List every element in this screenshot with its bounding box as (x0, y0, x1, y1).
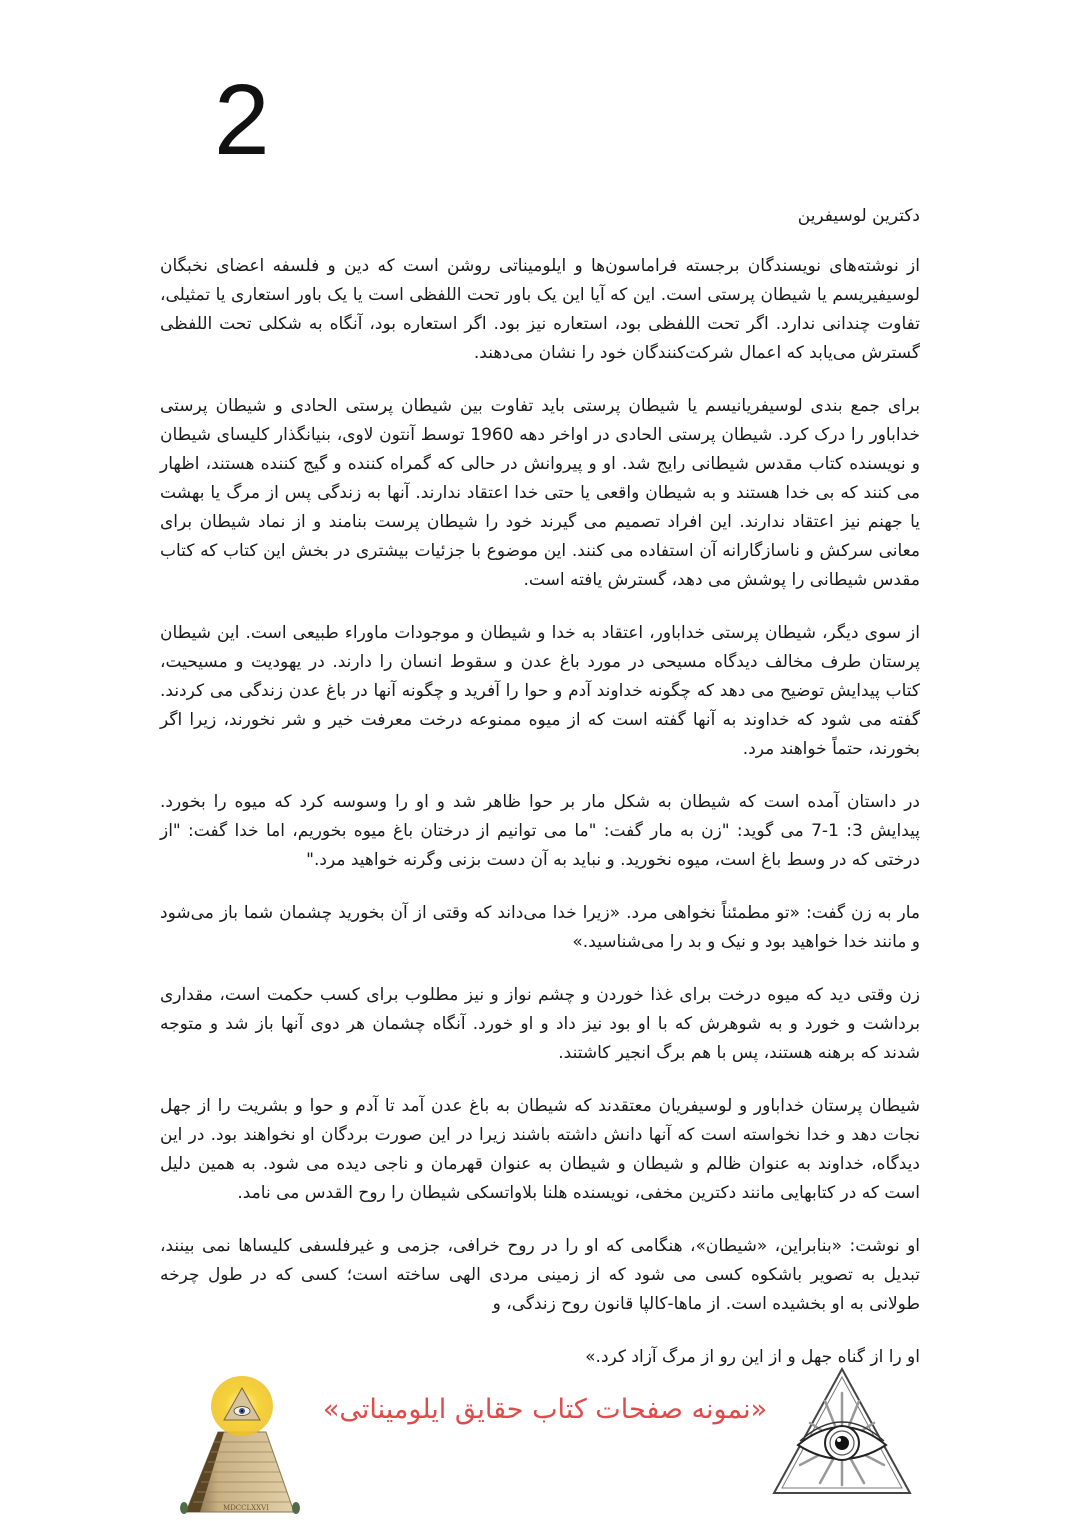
footer (0, 1360, 1080, 1521)
paragraph: در داستان آمده است که شیطان به شکل مار بر حوا ظاهر شد و او را وسوسه کرد که میوه را بخورد. پیدایش 3: 1-7 می گوید: "زن به مار گفت: "ما می توانیم از درختان باغ میوه بخوریم، اما خدا گفت: "از درختی که در وسط باغ است، میوه نخورید. و نباید به آن دست بزنی وگرنه خواهید مرد." (160, 792, 920, 870)
paragraph: او را از گناه جهل و از این رو از مرگ آزاد کرد.» (585, 1347, 920, 1367)
paragraph: از سوی دیگر، شیطان پرستی خداباور، اعتقاد به خدا و شیطان و موجودات ماوراء طبیعی است. این شیطان پرستان طرف مخالف دیدگاه مسیحی در مورد باغ عدن و سقوط انسان را دارند. در یهودیت و مسیحیت، کتاب پیدایش توضیح می دهد که چگونه خداوند آدم و حوا را آفرید و چگونه آنها در باغ عدن زندگی می کردند. گفته می شود که خداوند به آنها گفته است که از میوه ممنوعه درخت معرفت خیر و شر نخورند، زیرا اگر بخورند، حتماً خواهند مرد. (160, 623, 920, 759)
paragraph: برای جمع بندی لوسیفریانیسم یا شیطان پرستی باید تفاوت بین شیطان پرستی الحادی و شیطان پرستی خداباور را درک کرد. شیطان پرستی الحادی در اواخر دهه 1960 توسط آنتون لاوی، بنیانگذار کلیسای شیطان و نویسنده کتاب مقدس شیطانی رایج شد. او و پیروانش در حالی که گمراه کننده و گیج کننده هستند، اظهار می کنند که بی خدا هستند و به شیطان واقعی یا حتی خدا اعتقاد ندارند. آنها به زندگی پس از مرگ یا بهشت یا جهنم نیز اعتقاد ندارند. این افراد تصمیم می گیرند خود را شیطان پرست بنامند و از نماد شیطان برای معانی سرکش و ناسازگارانه آن استفاده می کنند. این موضوع با جزئیات بیشتری در بخش این کتاب که کتاب مقدس شیطانی را پوشش می دهد، گسترش یافته است. (160, 396, 920, 590)
paragraph: زن وقتی دید که میوه درخت برای غذا خوردن و چشم نواز و نیز مطلوب برای کسب حکمت است، مقداری برداشت و خورد و به شوهرش که با او بود نیز داد و او خورد. آنگاه چشمان هر دوی آنها باز شد و متوجه شدند که برهنه هستند، پس با هم برگ انجیر کاشتند. (160, 985, 920, 1063)
pyramid-eye-icon (166, 1370, 316, 1520)
paragraph: شیطان پرستان خداباور و لوسیفریان معتقدند که شیطان به باغ عدن آمد تا آدم و حوا و بشریت را از جهل نجات دهد و خدا نخواسته است که آنها دانش داشته باشند زیرا در این صورت بردگان او نخواهند بود. در این دیدگاه، خداوند به عنوان ظالم و شیطان و شیطان به عنوان قهرمان و ناجی دیده می شود. به همین دلیل است که در کتابهایی مانند دکترین مخفی، نویسنده هلنا بلاواتسکی شیطان را روح القدس می نامد. (160, 1096, 920, 1203)
paragraph: مار به زن گفت: «تو مطمئناً نخواهی مرد. «زیرا خدا می‌داند که وقتی از آن بخورید چشمان شما باز می‌شود و مانند خدا خواهید بود و نیک و بد را می‌شناسید.» (160, 903, 920, 952)
document-body (160, 202, 920, 1396)
paragraph: از نوشته‌های نویسندگان برجسته فراماسون‌ها و ایلومیناتی روشن است که دین و فلسفه اعضای نخبگان لوسیفیریسم یا شیطان پرستی است. این که آیا این یک باور تحت اللفظی است یا یک باور استعاری یا تمثیلی، تفاوت چندانی ندارد. اگر تحت اللفظی بود، استعاره نیز بود. اگر استعاره بود، آنگاه به شکلی تحت اللفظی گسترش می‌یابد که اعمال شرکت‌کنندگان خود را نشان می‌دهند. (160, 256, 920, 363)
pyramid-inscription: MDCCLXXVI (223, 1504, 269, 1512)
eye-triangle-icon (770, 1365, 915, 1500)
footer-title: «نمونه صفحات کتاب حقایق ایلومیناتی» (322, 1394, 768, 1425)
section-heading: دکترین لوسیفرین (797, 206, 920, 226)
paragraph: او نوشت: «بنابراین، «شیطان»، هنگامی که او را در روح خرافی، جزمی و غیرفلسفی کلیساها نمی بینند، تبدیل به تصویر باشکوه کسی می شود که از زمینی مردی الهی ساخته است؛ کسی که در طول چرخه طولانی به او بخشیده است. از ماها-کالپا قانون روح زندگی، و (160, 1236, 920, 1314)
page-number: 2 (214, 64, 270, 176)
